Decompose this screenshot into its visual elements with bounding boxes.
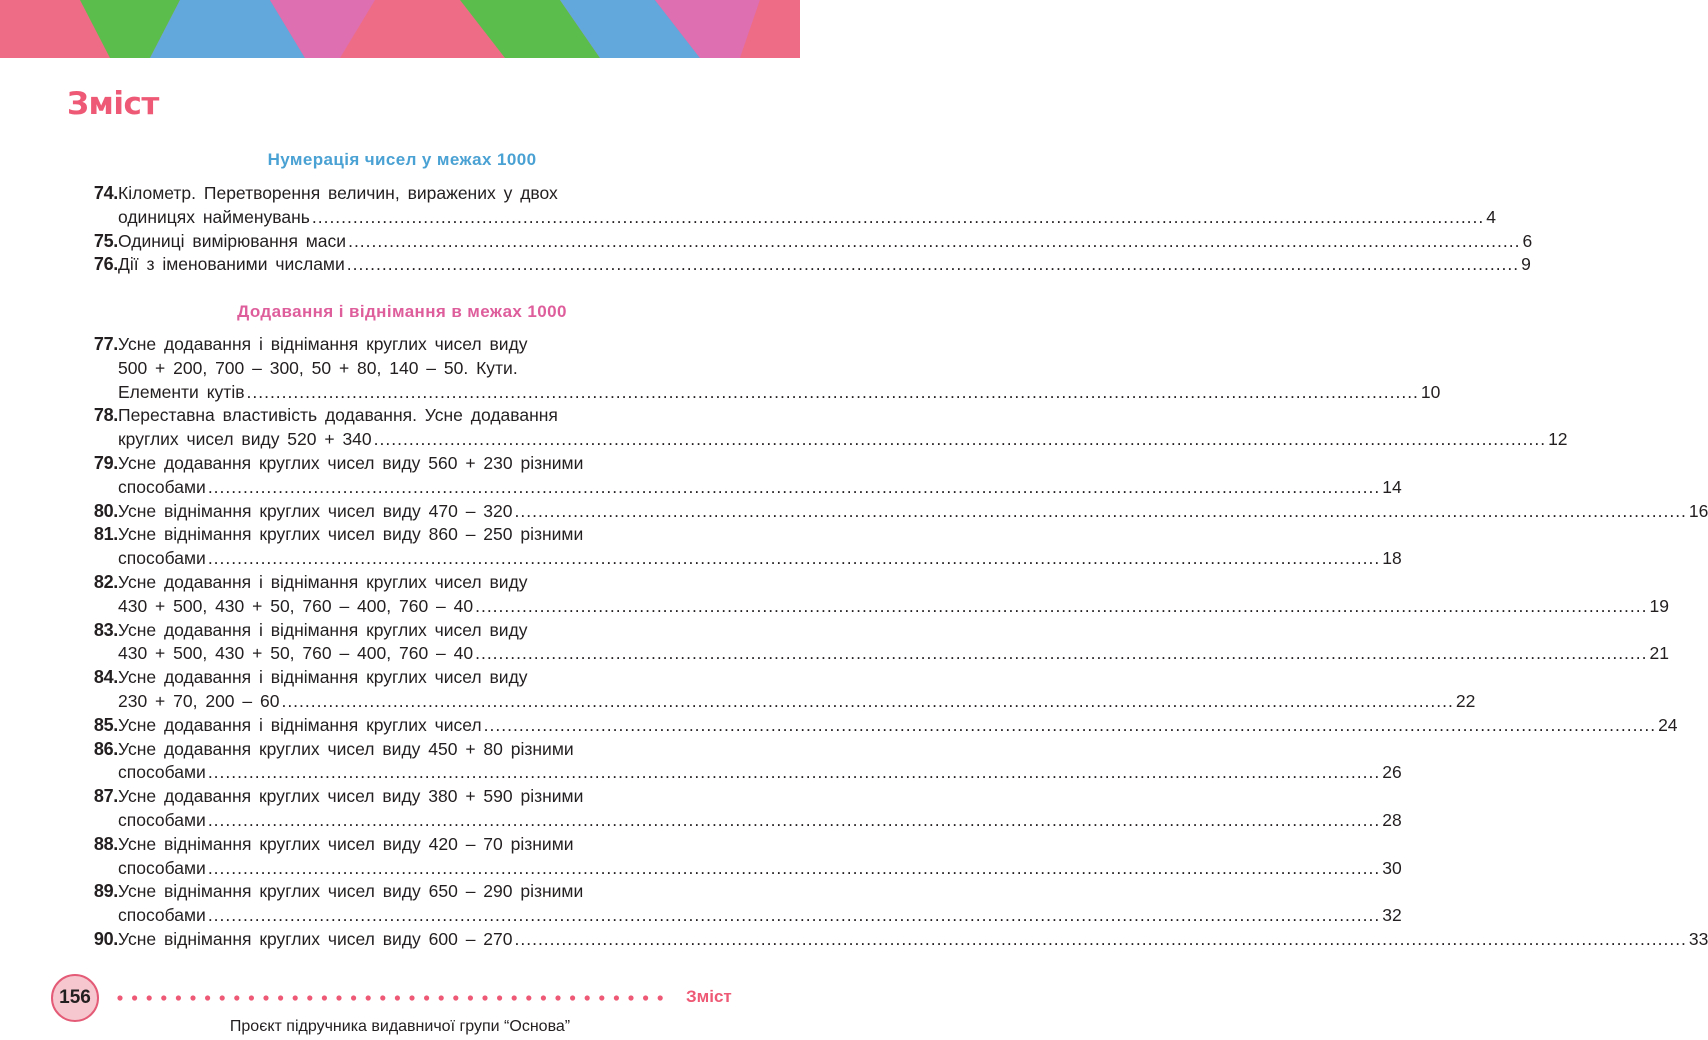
footer-dot — [307, 995, 312, 1000]
footer-dot — [658, 995, 663, 1000]
entry-number: 89. — [93, 881, 118, 902]
dot-leader: ........................................................................................................................................................................................................ — [475, 595, 1648, 616]
footer-dot — [190, 995, 195, 1000]
footer-dot — [512, 995, 517, 1000]
footer-dot — [234, 995, 239, 1000]
entry-page-number: 26 — [1382, 762, 1402, 783]
footer-dot — [205, 995, 210, 1000]
footer-dot — [570, 995, 575, 1000]
entry-page-number: 9 — [1521, 254, 1531, 275]
entry-title: способами — [118, 857, 206, 878]
toc-line — [118, 546, 1402, 570]
entry-page-number: 10 — [1420, 381, 1441, 402]
dot-leader: ........................................................................................................................................................................................................ — [207, 810, 1381, 830]
dot-leader: ........................................................................................................................................................................................................ — [207, 905, 1381, 926]
toc-line — [118, 475, 1402, 499]
entry-title: Усне додавання і віднімання круглих чисел виду — [118, 334, 528, 354]
footer-dot — [614, 995, 619, 1000]
entry-number: 86. — [93, 738, 118, 759]
toc-line — [93, 332, 736, 356]
toc-line — [118, 641, 1669, 665]
entry-title: способами — [118, 905, 206, 926]
entry-number: 85. — [93, 714, 118, 735]
entry-number: 81. — [93, 524, 118, 545]
footer-dot — [366, 995, 371, 1000]
dot-leader: ........................................................................................................................................................................................................ — [483, 714, 1657, 735]
toc-line — [93, 665, 736, 689]
entry-number: 84. — [93, 667, 118, 688]
footer-dot — [468, 995, 473, 1000]
entry-title: Усне віднімання круглих чисел виду 420 – 70 різними — [118, 833, 574, 854]
entry-page-number: 16 — [1688, 500, 1708, 521]
toc-line — [93, 832, 736, 856]
toc-line — [93, 403, 736, 427]
footer-dot — [322, 995, 327, 1000]
entry-number: 77. — [93, 334, 118, 354]
entry-title: Переставна властивість додавання. Усне додавання — [118, 405, 558, 426]
toc-line — [118, 356, 736, 380]
entry-title: Усне додавання круглих чисел виду 450 + 80 різними — [118, 738, 574, 759]
entry-page-number: 6 — [1522, 230, 1533, 251]
entry-page-number: 33 — [1688, 929, 1708, 949]
footer-dot — [439, 995, 444, 1000]
footer-dot — [585, 995, 590, 1000]
decorative-banner — [0, 0, 800, 58]
footer-dot — [424, 995, 429, 1000]
entry-title: Кілометр. Перетворення величин, виражених у двох — [118, 183, 558, 203]
toc-line — [93, 927, 1708, 951]
entry-title: 500 + 200, 700 – 300, 50 + 80, 140 – 50. Кути. — [118, 357, 518, 378]
entry-title: 230 + 70, 200 – 60 — [118, 691, 280, 711]
toc-line — [93, 451, 736, 475]
entry-title: Усне віднімання круглих чисел виду 600 – 270 — [118, 929, 513, 949]
toc-line — [118, 380, 1441, 404]
footer-dot — [395, 995, 400, 1000]
toc-line — [118, 205, 1497, 229]
toc-line — [118, 594, 1669, 618]
footer-dot — [541, 995, 546, 1000]
entry-title: Усне віднімання круглих чисел виду 650 – 290 різними — [118, 881, 584, 902]
toc-line — [93, 522, 736, 546]
entry-title: Дії з іменованими числами — [118, 254, 345, 275]
entry-title: способами — [118, 476, 206, 497]
entry-title: Усне додавання і віднімання круглих чисел виду — [118, 572, 528, 592]
dot-leader: ........................................................................................................................................................................................................ — [207, 548, 1381, 569]
footer-dot — [643, 995, 648, 1000]
entry-title: Усне додавання круглих чисел виду 380 + 590 різними — [118, 786, 584, 807]
entry-title: 430 + 500, 430 + 50, 760 – 400, 760 – 40 — [118, 643, 474, 664]
footer-dot — [249, 995, 254, 1000]
entry-page-number: 14 — [1382, 476, 1402, 497]
entry-title: Усне додавання круглих чисел виду 560 + 230 різними — [118, 453, 584, 473]
dot-leader: ........................................................................................................................................................................................................ — [246, 381, 1419, 402]
entry-page-number: 24 — [1658, 714, 1678, 735]
entry-number: 90. — [93, 929, 118, 949]
footer-dot — [351, 995, 356, 1000]
footer-dot — [132, 995, 137, 1000]
footer-dot — [117, 995, 122, 1000]
toc-line — [93, 784, 736, 808]
entry-page-number: 21 — [1649, 643, 1669, 664]
entry-page-number: 22 — [1455, 691, 1476, 711]
toc-line — [93, 181, 736, 205]
entry-title: Елементи кутів — [118, 381, 245, 402]
entry-title: Одиниці вимірювання маси — [118, 230, 347, 251]
entry-page-number: 4 — [1486, 206, 1497, 227]
footer-dot — [380, 995, 385, 1000]
toc-line — [118, 808, 1402, 832]
dot-leader: ........................................................................................................................................................................................................ — [475, 643, 1648, 664]
entry-title: способами — [118, 810, 206, 830]
entry-title: круглих чисел виду 520 + 340 — [118, 429, 372, 450]
entry-title: 430 + 500, 430 + 50, 760 – 400, 760 – 40 — [118, 595, 474, 616]
entry-title: способами — [118, 762, 206, 783]
footer-dot — [278, 995, 283, 1000]
publisher-note: Проєкт підручника видавничої групи “Основа” — [229, 1018, 571, 1035]
entry-title: одиницях найменувань — [118, 206, 310, 227]
footer-dot — [161, 995, 166, 1000]
entry-title: Усне додавання і віднімання круглих чисел — [118, 714, 482, 735]
footer-section-label: Зміст — [686, 987, 732, 1006]
section-heading: Нумерація чисел у межах 1000 — [267, 150, 537, 169]
footer-dot — [293, 995, 298, 1000]
footer-dot — [176, 995, 181, 1000]
footer-dot — [526, 995, 531, 1000]
toc-line — [93, 499, 1708, 523]
dot-leader: ........................................................................................................................................................................................................ — [281, 691, 1454, 711]
dot-leader: ........................................................................................................................................................................................................ — [346, 254, 1520, 275]
toc-line — [93, 713, 1678, 737]
toc-line — [118, 427, 1568, 451]
section-heading: Додавання і віднімання в межах 1000 — [237, 302, 567, 321]
entry-page-number: 28 — [1382, 810, 1402, 830]
toc-line — [93, 618, 736, 642]
footer-dot — [555, 995, 560, 1000]
footer-dot — [263, 995, 268, 1000]
toc-line — [93, 737, 736, 761]
entry-page-number: 19 — [1649, 595, 1669, 616]
dot-leader: ........................................................................................................................................................................................................ — [514, 500, 1687, 521]
dot-leader: ........................................................................................................................................................................................................ — [348, 230, 1521, 251]
toc-line — [93, 252, 1531, 276]
footer-dot — [599, 995, 604, 1000]
page-number-badge: 156 — [51, 974, 99, 1022]
footer-dotted-rule — [116, 993, 676, 1003]
footer-dot — [147, 995, 152, 1000]
dot-leader: ........................................................................................................................................................................................................ — [207, 476, 1381, 497]
toc-line — [118, 689, 1476, 713]
toc-line — [93, 879, 736, 903]
footer-dot — [409, 995, 414, 1000]
footer-dot — [628, 995, 633, 1000]
footer-dot — [482, 995, 487, 1000]
page-title: Зміст — [67, 86, 159, 122]
entry-title: Усне віднімання круглих чисел виду 470 – 320 — [118, 500, 513, 521]
entry-page-number: 18 — [1382, 548, 1402, 569]
toc-line — [93, 570, 736, 594]
entry-page-number: 12 — [1548, 429, 1568, 450]
footer-dot — [497, 995, 502, 1000]
dot-leader: ........................................................................................................................................................................................................ — [311, 206, 1485, 227]
dot-leader: ........................................................................................................................................................................................................ — [373, 429, 1547, 450]
entry-page-number: 32 — [1382, 905, 1402, 926]
entry-number: 88. — [93, 833, 118, 854]
entry-number: 74. — [93, 183, 118, 203]
entry-number: 82. — [93, 572, 118, 592]
entry-number: 78. — [93, 405, 118, 426]
toc-line — [93, 229, 1533, 253]
entry-title: Усне додавання і віднімання круглих чисел виду — [118, 619, 528, 640]
entry-title: Усне додавання і віднімання круглих чисел виду — [118, 667, 528, 688]
dot-leader: ........................................................................................................................................................................................................ — [207, 857, 1381, 878]
entry-title: способами — [118, 548, 206, 569]
entry-number: 80. — [93, 500, 118, 521]
dot-leader: ........................................................................................................................................................................................................ — [207, 762, 1381, 783]
footer-dot — [453, 995, 458, 1000]
toc-line — [118, 760, 1402, 784]
entry-number: 76. — [93, 254, 118, 275]
entry-page-number: 30 — [1382, 857, 1402, 878]
entry-number: 79. — [93, 453, 118, 473]
dot-leader: ........................................................................................................................................................................................................ — [514, 929, 1687, 949]
footer-dot — [220, 995, 225, 1000]
entry-number: 83. — [93, 619, 118, 640]
toc-line — [118, 903, 1402, 927]
entry-number: 87. — [93, 786, 118, 807]
footer-dot — [336, 995, 341, 1000]
entry-title: Усне віднімання круглих чисел виду 860 – 250 різними — [118, 524, 584, 545]
entry-number: 75. — [93, 230, 118, 251]
toc-line — [118, 856, 1402, 880]
